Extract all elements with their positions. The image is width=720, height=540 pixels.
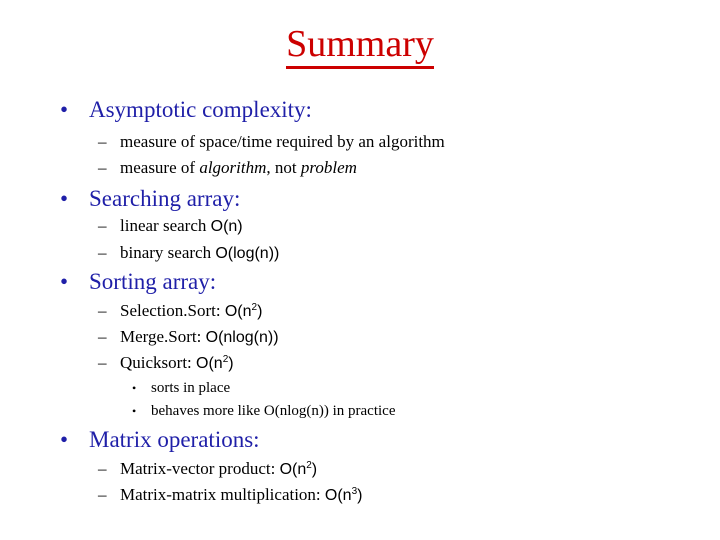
- complexity: [280, 461, 318, 478]
- dash-glyph: –: [98, 243, 107, 262]
- bullet-matrix-operations: [60, 426, 260, 454]
- complexity-pre: O(n: [224, 303, 252, 320]
- complexity: O(n): [210, 218, 243, 235]
- exponent: 2: [222, 354, 229, 365]
- complexity-post: ): [357, 487, 363, 504]
- sub-item-label: linear search: [120, 216, 211, 235]
- complexity: [196, 355, 234, 372]
- sub-item-label: Merge.Sort:: [120, 327, 206, 346]
- slide-title: [0, 22, 720, 66]
- slide-title-text: Summary: [286, 23, 434, 69]
- bullet-glyph: •: [60, 97, 69, 122]
- complexity-pre: O(n: [279, 461, 307, 478]
- bullet-glyph: •: [60, 269, 69, 294]
- sub-item-label: binary search: [120, 243, 216, 262]
- complexity-pre: O(n: [196, 355, 223, 372]
- exponent: 3: [351, 486, 358, 497]
- bullet-glyph: •: [132, 381, 137, 395]
- complexity: [225, 303, 263, 320]
- exponent: 2: [306, 460, 312, 471]
- sub-item: [98, 300, 262, 323]
- sub-item-label: Quicksort:: [120, 353, 197, 372]
- sub-sub-item: [132, 378, 230, 398]
- sub-sub-item-text: sorts in place: [151, 380, 231, 396]
- sub-item-text: measure of space/time required by an algorithm: [120, 132, 445, 151]
- dash-glyph: –: [98, 327, 107, 346]
- bullet-heading: Matrix operations:: [89, 427, 260, 452]
- bullet-heading: Searching array:: [89, 186, 241, 211]
- complexity-post: ): [257, 303, 263, 320]
- sub-item-emphasis: algorithm: [199, 158, 267, 177]
- sub-item-text-pre: measure of: [120, 158, 200, 177]
- bullet-heading: Asymptotic complexity:: [89, 97, 312, 122]
- dash-glyph: –: [98, 301, 107, 320]
- complexity-pre: O(n: [324, 487, 352, 504]
- sub-item: [98, 458, 317, 481]
- bullet-glyph: •: [60, 186, 69, 211]
- sub-item-label: Selection.Sort:: [120, 301, 225, 320]
- sub-item: [98, 484, 362, 507]
- sub-item: [98, 215, 243, 238]
- dash-glyph: –: [98, 485, 107, 504]
- complexity-post: ): [311, 461, 318, 478]
- sub-item-emphasis: problem: [300, 158, 357, 177]
- exponent: 2: [251, 302, 258, 313]
- sub-item-label: Matrix-vector product:: [120, 459, 280, 478]
- sub-item: [98, 131, 445, 153]
- dash-glyph: –: [98, 216, 107, 235]
- complexity-post: ): [228, 355, 234, 372]
- complexity: O(nlog(n)): [205, 329, 279, 346]
- sub-item-label: Matrix-matrix multiplication:: [120, 485, 325, 504]
- complexity: O(log(n)): [215, 245, 280, 262]
- sub-sub-item: [132, 401, 395, 421]
- sub-item: [98, 352, 234, 375]
- dash-glyph: –: [98, 132, 107, 151]
- bullet-heading: Sorting array:: [89, 269, 217, 294]
- sub-item: [98, 326, 279, 349]
- sub-sub-item-text: behaves more like O(nlog(n)) in practice: [151, 403, 396, 419]
- bullet-sorting-array: [60, 268, 216, 296]
- dash-glyph: –: [98, 459, 107, 478]
- bullet-searching-array: [60, 185, 240, 213]
- complexity: [325, 487, 363, 504]
- bullet-glyph: •: [132, 404, 137, 418]
- bullet-glyph: •: [60, 427, 69, 452]
- dash-glyph: –: [98, 353, 107, 372]
- dash-glyph: –: [98, 158, 107, 177]
- sub-item: [98, 157, 357, 179]
- sub-item-text-mid: , not: [266, 158, 301, 177]
- bullet-asymptotic-complexity: [60, 96, 312, 124]
- sub-item: [98, 242, 279, 265]
